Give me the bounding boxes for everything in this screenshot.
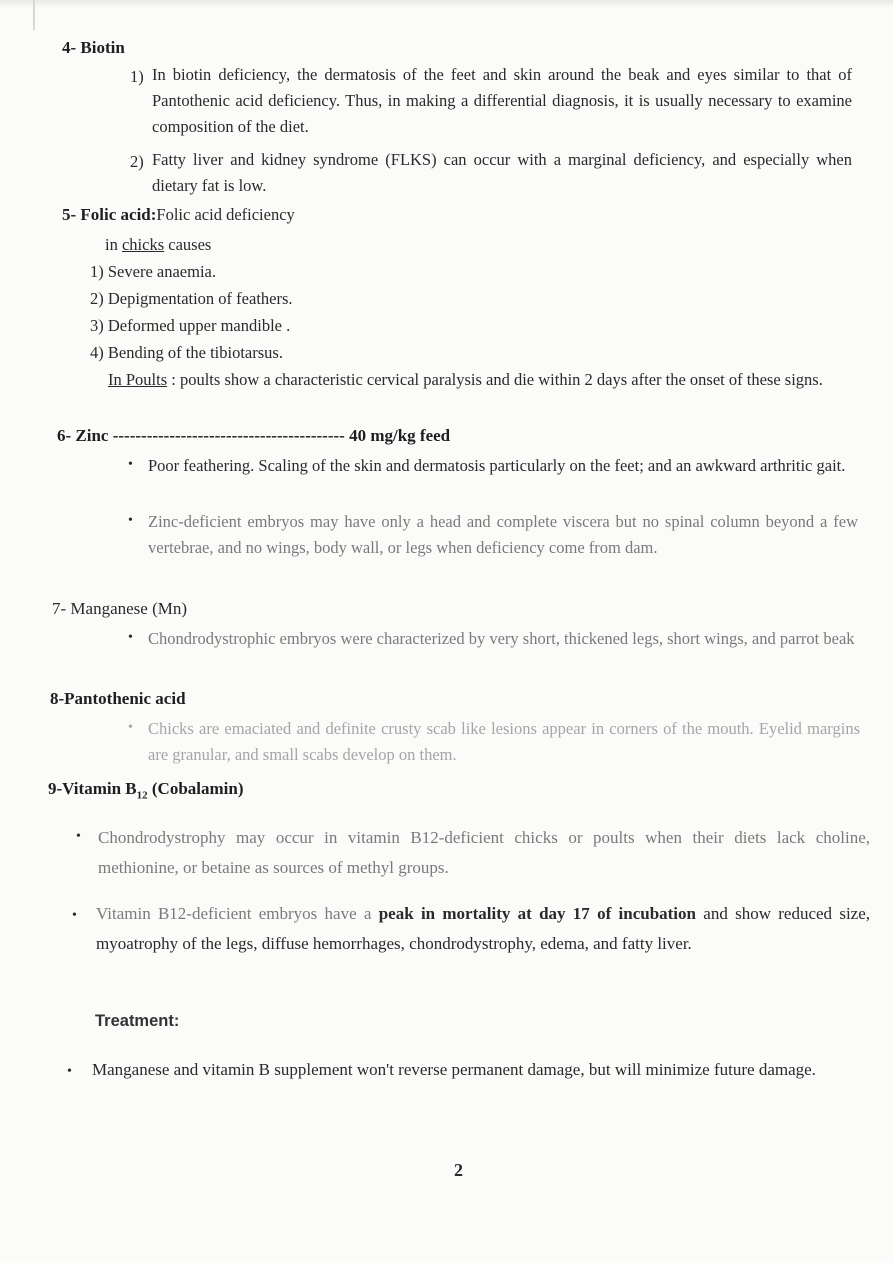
list-text: Deformed upper mandible . [107,316,291,335]
bullet-icon: • [128,630,133,645]
poults-label: In Poults [108,370,168,389]
scan-top-shadow [0,0,893,8]
b12-heading-post: (Cobalamin) [147,779,244,798]
list-item: Manganese and vitamin B supplement won't reverse permanent damage, but will minimize future damage. [92,1060,816,1079]
bullet-icon: • [128,513,133,528]
folic-intro-line [105,234,211,256]
list-number: 3) [90,316,104,335]
list-item: Chondrodystrophy may occur in vitamin B12-deficient chicks or poults when their diets lack choline, methionine, or betaine as sources of methyl groups. [98,828,870,877]
list-item [90,342,283,364]
treatment-heading: Treatment: [95,1012,180,1030]
list-item: Chicks are emaciated and definite crusty scab like lesions appear in corners of the mouth. Eyelid margins are granular, and small scabs develop on them. [148,719,860,764]
folic-intro-pre: in [105,235,122,254]
list-text: Bending of the tibiotarsus. [107,343,283,362]
list-number: 2) [130,152,144,171]
scan-edge-mark [33,0,35,30]
section-heading-zinc: 6- Zinc ----------------------------------------- 40 mg/kg feed [57,426,451,445]
list-item: Chondrodystrophic embryos were characterized by very short, thickened legs, short wings, and parrot beak [148,629,855,648]
list-item: Poor feathering. Scaling of the skin and dermatosis particularly on the feet; and an awkward arthritic gait. [148,456,846,475]
list-item [90,261,216,283]
section-heading-vitamin-b12 [48,779,244,801]
b12-heading-sub: 12 [136,789,148,802]
list-number: 2) [90,289,104,308]
folic-intro: Folic acid deficiency [156,205,295,224]
list-number: 1) [90,262,104,281]
list-item: In biotin deficiency, the dermatosis of the feet and skin around the beak and eyes similar to that of Pantothenic acid deficiency. Thus, in making a differential diagnosis, it is usually necessary to examine composition of the diet. [152,65,852,136]
folic-intro-chicks: chicks [121,235,165,254]
list-number: 4) [90,343,104,362]
section-heading-biotin: 4- Biotin [62,38,125,57]
bullet-icon: • [128,720,133,735]
poults-note [108,367,858,393]
page-number: 2 [454,1160,463,1180]
folic-intro-post: causes [164,235,212,254]
list-item: Fatty liver and kidney syndrome (FLKS) can occur with a marginal deficiency, and especially when dietary fat is low. [152,150,852,195]
bullet-icon: • [128,457,133,472]
b12-bullet2-bold: peak in mortality at day 17 of incubation [378,904,696,923]
b12-bullet2-post: and show reduced size, myoatrophy of the legs, diffuse hemorrhages, chondrodystrophy, edema, and fatty liver. [96,904,871,953]
list-text: Depigmentation of feathers. [107,289,293,308]
poults-text: : poults show a characteristic cervical paralysis and die within 2 days after the onset of these signs. [167,370,823,389]
b12-bullet2-pre: Vitamin B12-deficient embryos have a [96,904,379,923]
list-text: Severe anaemia. [107,262,216,281]
list-item [96,899,870,959]
list-number: 1) [130,67,144,86]
section-heading-pantothenic: 8-Pantothenic acid [50,689,186,708]
bullet-icon: • [76,829,81,844]
folic-heading-label: 5- Folic acid: [62,205,157,224]
b12-heading-pre: 9-Vitamin B [48,779,137,798]
section-heading-folic-acid [62,204,295,226]
list-item: Zinc-deficient embryos may have only a head and complete viscera but no spinal column beyond a few vertebrae, and no wings, body wall, or legs when deficiency come from dam. [148,512,858,557]
section-heading-manganese: 7- Manganese (Mn) [52,599,188,618]
bullet-icon: • [67,1064,72,1079]
bullet-icon: • [72,908,77,923]
list-item [90,288,293,310]
list-item [90,315,290,337]
